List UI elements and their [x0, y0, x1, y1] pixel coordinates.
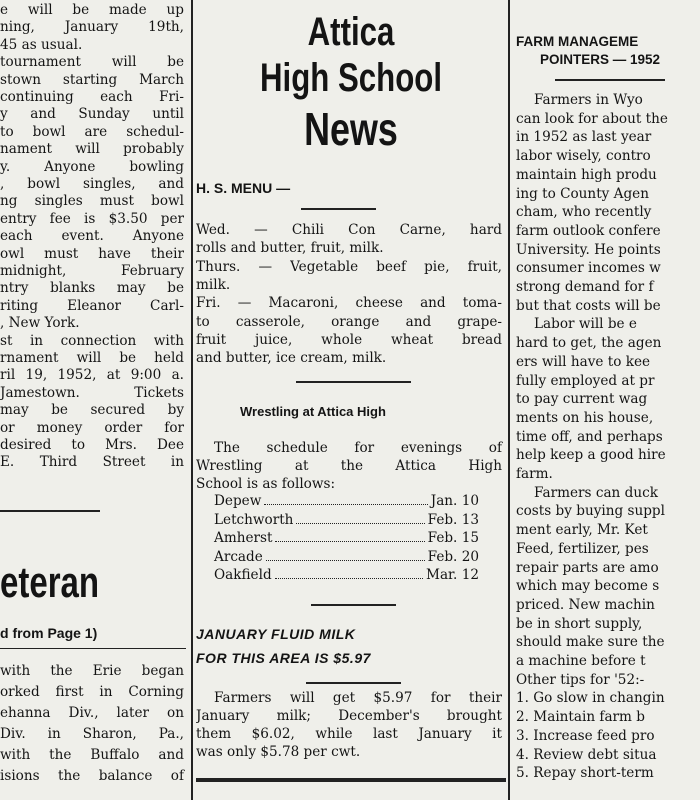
text-line: Div. in Sharon, Pa.,: [0, 726, 184, 742]
column-rule: [191, 0, 193, 800]
text-line: or money order for: [0, 419, 184, 436]
dot-leader: [266, 549, 425, 561]
text-line: 4. Review debt situa: [516, 746, 657, 763]
opponent: Amherst: [214, 530, 273, 546]
text-line: stown starting March: [0, 71, 184, 88]
schedule-row: [214, 549, 479, 566]
text-line: Farmers will get $5.97 for their: [214, 690, 502, 706]
middle-column: [196, 0, 506, 800]
text-line: ments on his house,: [516, 409, 654, 426]
text-line: priced. New machin: [516, 596, 655, 613]
text-line: costs by buying suppl: [516, 503, 665, 520]
left-column: [0, 0, 186, 800]
text-line: labor wisely, contro: [516, 148, 651, 165]
text-line: maintain high produ: [516, 166, 657, 183]
text-line: farm outlook confere: [516, 222, 661, 239]
milk-heading-1: JANUARY FLUID MILK: [196, 626, 356, 642]
text-line: them $6.02, while last January it: [196, 726, 502, 742]
text-line: with the Erie began: [0, 663, 184, 679]
text-line: hard to get, the agen: [516, 335, 662, 352]
text-line: e will be made up: [0, 2, 184, 18]
text-line: University. He points: [516, 241, 661, 258]
text-line: should make sure the: [516, 634, 665, 651]
text-line: to casserole, orange and grape-: [196, 313, 502, 330]
text-line: ment early, Mr. Ket: [516, 522, 648, 539]
text-line: midnight, February: [0, 263, 184, 279]
text-line: 2. Maintain farm b: [516, 709, 645, 726]
text-line: Feed, fertilizer, pes: [516, 540, 649, 557]
text-line: can look for about the: [516, 110, 668, 127]
farm-heading-1: FARM MANAGEME: [516, 34, 639, 49]
text-line: continuing each Fri-: [0, 89, 184, 105]
text-line: was only $5.78 per cwt.: [196, 744, 361, 760]
text-line: nament will probably: [0, 141, 184, 158]
divider: [306, 682, 401, 684]
opponent: Depew: [214, 493, 262, 509]
text-line: ning, January 19th,: [0, 19, 184, 36]
schedule-row: [214, 512, 479, 529]
text-line: entry fee is $3.50 per: [0, 210, 184, 227]
text-line: Labor will be e: [534, 316, 637, 333]
text-line: ril 19, 1952, at 9:00 a.: [0, 367, 184, 384]
masthead-line1: Attica: [307, 10, 395, 54]
text-line: st in connection with: [0, 332, 184, 349]
text-line: 45 as usual.: [0, 36, 83, 53]
text-line: and butter, ice cream, milk.: [196, 350, 387, 367]
match-date: Feb. 20: [427, 548, 479, 565]
opponent: Arcade: [214, 548, 263, 565]
text-line: rnament will be held: [0, 350, 184, 366]
menu-heading: H. S. MENU —: [196, 180, 291, 196]
farm-heading-2: POINTERS — 1952: [540, 52, 661, 67]
text-line: but that costs will be: [516, 297, 661, 314]
text-line: consumer incomes w: [516, 260, 661, 277]
text-line: Fri. — Macaroni, cheese and toma-: [196, 295, 502, 312]
divider: [196, 778, 506, 782]
text-line: orked first in Corning: [0, 684, 184, 700]
text-line: ers will have to kee: [516, 353, 651, 370]
schedule-row: [214, 530, 479, 547]
text-line: y and Sunday until: [0, 106, 184, 123]
text-line: School is as follows:: [196, 476, 336, 492]
text-line: a machine before t: [516, 653, 646, 669]
right-column: [510, 0, 700, 800]
masthead-line3: News: [304, 103, 398, 155]
opponent: Oakfield: [214, 567, 272, 583]
text-line: each event. Anyone: [0, 228, 184, 245]
text-line: 1. Go slow in changin: [516, 690, 665, 707]
text-line: with the Buffalo and: [0, 747, 184, 763]
text-line: Other tips for '52:-: [516, 671, 645, 688]
match-date: Mar. 12: [426, 567, 479, 583]
opponent: Letchworth: [214, 511, 294, 528]
text-line: E. Third Street in: [0, 454, 184, 471]
dot-leader: [264, 493, 427, 505]
divider: [555, 79, 665, 81]
wrestling-heading: Wrestling at Attica High: [240, 404, 386, 419]
text-line: help keep a good hire: [516, 447, 666, 464]
text-line: 3. Increase feed pro: [516, 727, 655, 744]
divider: [296, 381, 411, 383]
divider: [311, 604, 396, 606]
text-line: may be secured by: [0, 402, 184, 419]
continued-subhead: d from Page 1): [0, 625, 98, 641]
match-date: Feb. 13: [427, 511, 479, 528]
text-line: in 1952 as last year: [516, 129, 652, 146]
text-line: rolls and butter, fruit, milk.: [196, 240, 384, 257]
text-line: 5. Repay short-term: [516, 765, 654, 782]
text-line: to pay current wag: [516, 391, 648, 408]
text-line: which may become s: [516, 578, 660, 595]
dot-leader: [296, 512, 424, 524]
text-line: tournament will be: [0, 54, 184, 71]
schedule-row: [214, 567, 479, 584]
match-date: Feb. 15: [427, 530, 479, 546]
text-line: repair parts are amo: [516, 559, 659, 576]
text-line: Wed. — Chili Con Carne, hard: [196, 222, 502, 238]
text-line: desired to Mrs. Dee: [0, 437, 184, 453]
text-line: fully employed at pr: [516, 372, 655, 389]
text-line: ng singles must bowl: [0, 193, 184, 210]
dot-leader: [275, 567, 423, 579]
text-line: y. Anyone bowling: [0, 158, 184, 175]
text-line: isions the balance of: [0, 768, 184, 784]
text-line: , New York.: [0, 315, 80, 332]
veteran-headline: eteran: [0, 558, 100, 607]
divider: [0, 648, 186, 649]
text-line: January milk; December's brought: [196, 708, 502, 724]
text-line: fruit juice, whole wheat bread: [196, 331, 502, 348]
text-line: ntry blanks may be: [0, 280, 184, 297]
text-line: Farmers can duck: [534, 484, 658, 501]
text-line: , bowl singles, and: [0, 176, 184, 192]
match-date: Jan. 10: [430, 493, 479, 509]
text-line: farm.: [516, 466, 553, 482]
text-line: cham, who recently: [516, 204, 652, 221]
text-line: Thurs. — Vegetable beef pie, fruit,: [196, 258, 502, 275]
text-line: ing to County Agen: [516, 185, 649, 202]
text-line: The schedule for evenings of: [214, 440, 502, 456]
schedule-row: [214, 493, 479, 510]
dot-leader: [275, 530, 424, 542]
text-line: milk.: [196, 276, 231, 293]
text-line: Wrestling at the Attica High: [196, 458, 502, 474]
text-line: be in short supply,: [516, 615, 643, 632]
text-line: strong demand for f: [516, 279, 654, 295]
text-line: ehanna Div., later on: [0, 705, 184, 721]
text-line: to bowl are schedul-: [0, 123, 184, 140]
milk-heading-2: FOR THIS AREA IS $5.97: [196, 650, 371, 666]
divider: [301, 208, 376, 210]
text-line: time off, and perhaps: [516, 428, 663, 445]
text-line: owl must have their: [0, 245, 184, 262]
divider: [0, 510, 100, 512]
text-line: riting Eleanor Carl-: [0, 297, 184, 314]
text-line: Farmers in Wyo: [534, 92, 643, 108]
text-line: Jamestown. Tickets: [0, 384, 184, 401]
masthead-line2: High School: [259, 56, 442, 100]
